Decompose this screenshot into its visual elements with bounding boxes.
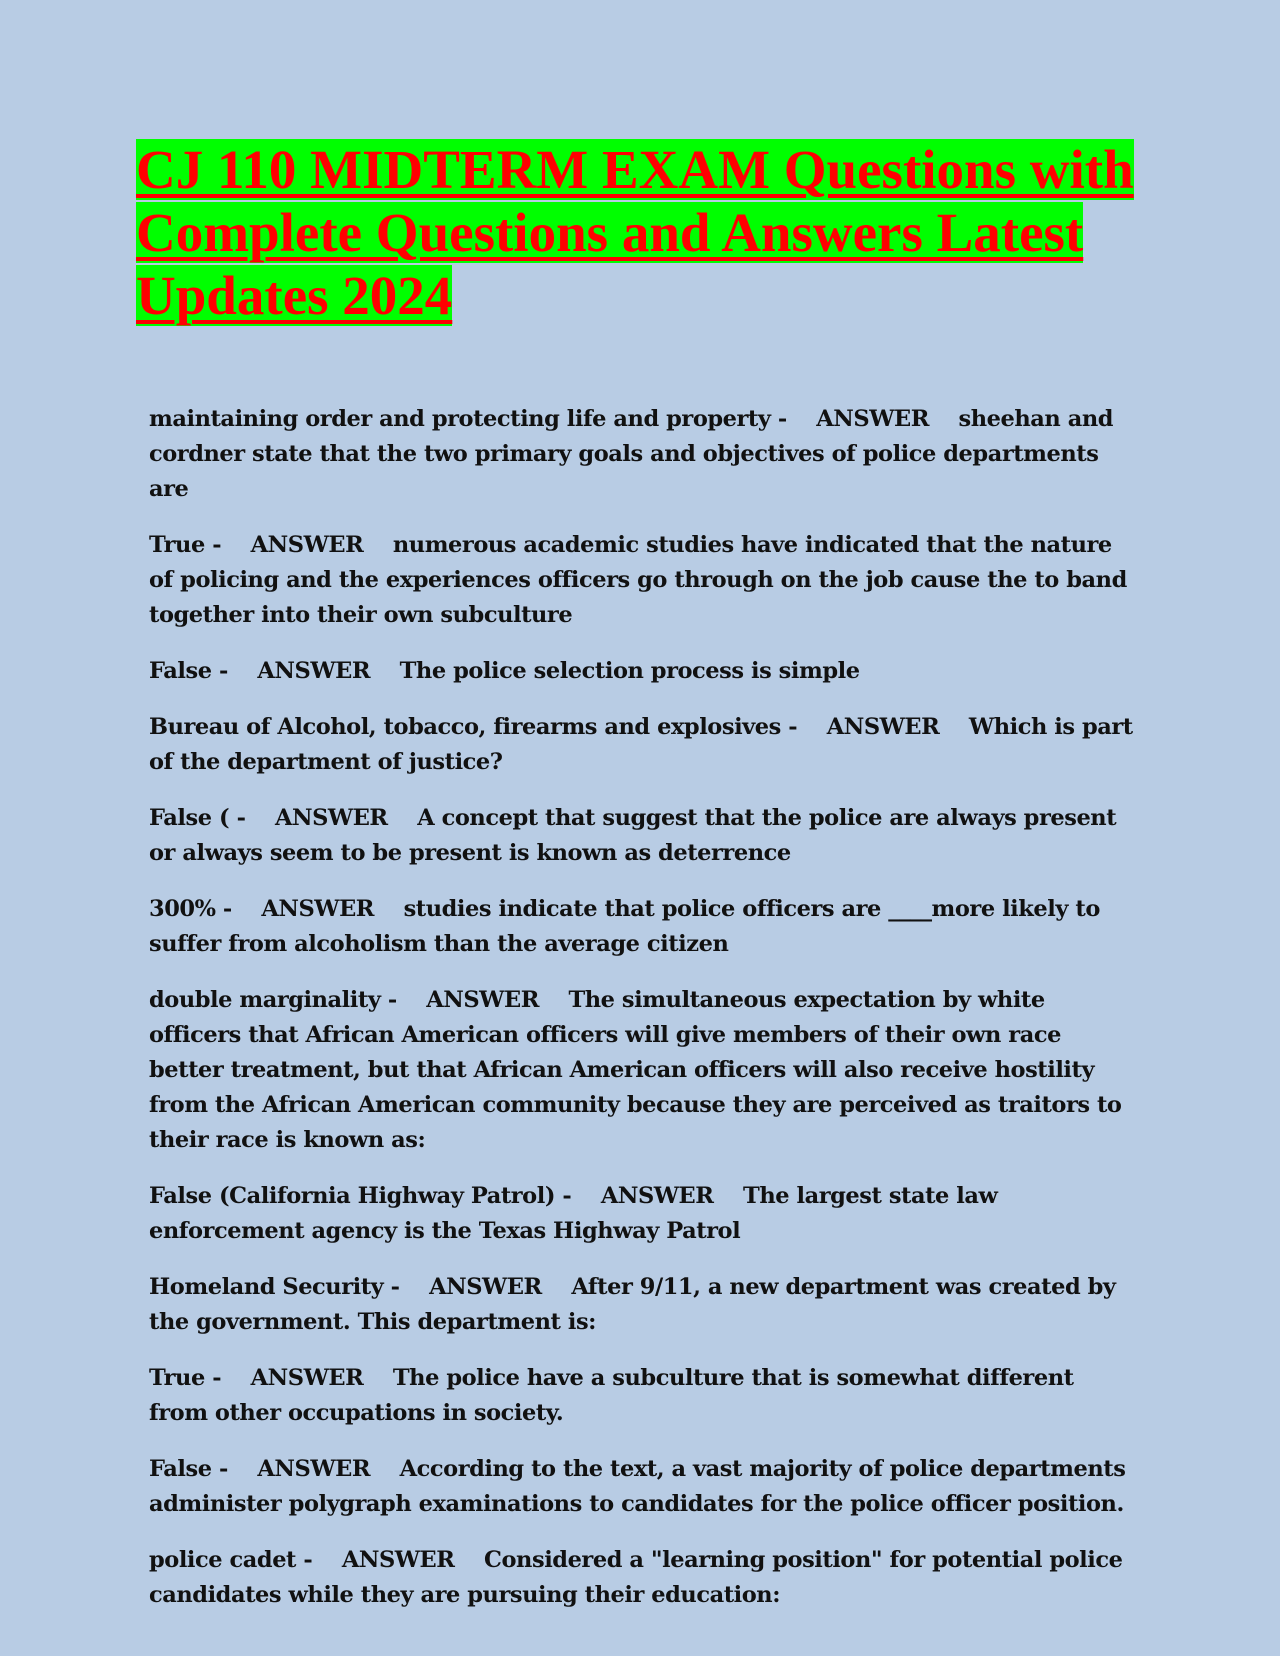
qa-answer: False (California Highway Patrol) <box>149 1183 556 1209</box>
qa-item <box>149 528 1139 633</box>
qa-item <box>149 402 1139 507</box>
document-title-text: CJ 110 MIDTERM EXAM Questions with Complete Questions and Answers Latest Updates 2024 <box>136 139 1134 326</box>
qa-question: A concept that suggest that the police are always present or always seem to be present is known as deterrence <box>149 805 1117 866</box>
qa-question: Considered a "learning position" for potential police candidates while they are pursuing their education: <box>149 1547 1123 1608</box>
qa-item <box>149 983 1139 1158</box>
qa-separator: - ANSWER <box>204 1365 393 1391</box>
qa-question: Which is part of the department of justice? <box>149 714 1133 775</box>
qa-list <box>149 402 1139 1634</box>
qa-separator: - ANSWER <box>211 658 400 684</box>
qa-question: The simultaneous expectation by white officers that African American officers will give members of their own race better treatment, but that African American officers will also receive hostility from the African American community because they are perceived as traitors to their race is known as: <box>149 987 1122 1153</box>
qa-answer: double marginality <box>149 987 381 1013</box>
qa-separator: - ANSWER <box>215 896 404 922</box>
qa-answer: police cadet <box>149 1547 297 1573</box>
qa-separator: - ANSWER <box>296 1547 485 1573</box>
qa-separator: - ANSWER <box>204 532 393 558</box>
qa-item <box>149 892 1139 962</box>
qa-separator: - ANSWER <box>380 987 569 1013</box>
qa-question: The largest state law enforcement agency is the Texas Highway Patrol <box>149 1183 998 1244</box>
qa-answer: Homeland Security <box>149 1274 384 1300</box>
qa-answer: maintaining order and protecting life and property <box>149 406 771 432</box>
qa-separator: - ANSWER <box>211 1456 400 1482</box>
qa-answer: True <box>149 1365 205 1391</box>
qa-answer: 300% <box>149 896 216 922</box>
qa-question: After 9/11, a new department was created by the government. This department is: <box>149 1274 1116 1335</box>
qa-answer: False <box>149 1456 212 1482</box>
document-title <box>136 138 1146 327</box>
qa-item <box>149 1270 1139 1340</box>
qa-item <box>149 1361 1139 1431</box>
qa-question: According to the text, a vast majority of police departments administer polygraph examinations to candidates for the police officer position. <box>149 1456 1126 1517</box>
qa-question: The police have a subculture that is somewhat different from other occupations in society. <box>149 1365 1074 1426</box>
qa-item <box>149 801 1139 871</box>
qa-item <box>149 654 1139 689</box>
qa-item <box>149 1452 1139 1522</box>
qa-answer: False <box>149 658 212 684</box>
qa-answer: True <box>149 532 205 558</box>
qa-question: studies indicate that police officers are ____more likely to suffer from alcoholism than the average citizen <box>149 896 1100 957</box>
qa-question: The police selection process is simple <box>399 658 860 684</box>
qa-question: sheehan and cordner state that the two primary goals and objectives of police departments are <box>149 406 1114 502</box>
qa-answer: Bureau of Alcohol, tobacco, firearms and explosives <box>149 714 781 740</box>
qa-question: numerous academic studies have indicated that the nature of policing and the experiences officers go through on the job cause the to band together into their own subculture <box>149 532 1127 628</box>
qa-item <box>149 1179 1139 1249</box>
qa-separator: - ANSWER <box>229 805 418 831</box>
qa-separator: - ANSWER <box>383 1274 572 1300</box>
qa-separator: - ANSWER <box>780 714 969 740</box>
qa-separator: - ANSWER <box>770 406 959 432</box>
qa-answer: False ( <box>149 805 230 831</box>
qa-item <box>149 1543 1139 1613</box>
qa-separator: - ANSWER <box>555 1183 744 1209</box>
qa-item <box>149 710 1139 780</box>
